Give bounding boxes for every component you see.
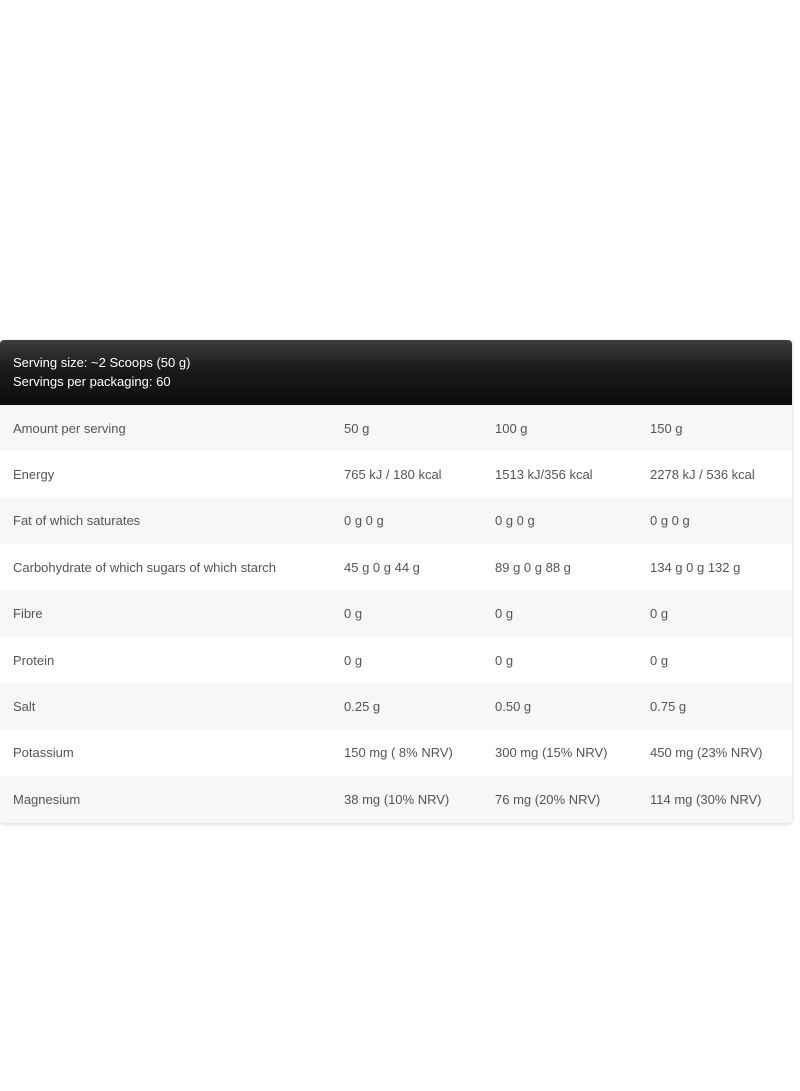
- table-row: [0, 637, 792, 683]
- value-50g: 0.25 g: [344, 699, 381, 715]
- table-row: [0, 405, 792, 451]
- value-50g: 0 g 0 g: [344, 513, 384, 529]
- value-100g: 300 mg (15% NRV): [495, 745, 608, 761]
- row-label: Energy: [13, 467, 55, 483]
- value-150g: 0.75 g: [650, 699, 687, 715]
- value-100g: 0.50 g: [495, 699, 532, 715]
- value-100g: 1513 kJ/356 kcal: [495, 467, 593, 483]
- table-row: [0, 451, 792, 497]
- value-50g: 0 g: [344, 652, 363, 668]
- row-label: Carbohydrate of which sugars of which starch: [13, 559, 277, 575]
- row-label: Potassium: [13, 745, 74, 761]
- nutrition-table: [0, 405, 792, 823]
- value-150g: 114 mg (30% NRV): [650, 791, 762, 807]
- row-label: Amount per serving: [13, 420, 126, 436]
- row-label: Fat of which saturates: [13, 513, 141, 529]
- serving-info-header: [0, 340, 792, 405]
- value-50g: 38 mg (10% NRV): [344, 791, 450, 807]
- value-50g: 765 kJ / 180 kcal: [344, 467, 442, 483]
- value-100g: 100 g: [495, 420, 528, 436]
- value-100g: 89 g 0 g 88 g: [495, 559, 571, 575]
- row-label: Protein: [13, 652, 55, 668]
- value-100g: 0 g 0 g: [495, 513, 535, 529]
- value-150g: 0 g: [650, 652, 669, 668]
- value-150g: 2278 kJ / 536 kcal: [650, 467, 755, 483]
- servings-per-packaging-text: Servings per packaging: 60: [13, 374, 171, 389]
- table-row: [0, 683, 792, 729]
- value-100g: 0 g: [495, 652, 514, 668]
- value-100g: 0 g: [495, 606, 514, 622]
- table-row: [0, 591, 792, 637]
- table-row: [0, 730, 792, 776]
- value-150g: 450 mg (23% NRV): [650, 745, 763, 761]
- row-label: Fibre: [13, 606, 43, 622]
- value-50g: 50 g: [344, 420, 370, 436]
- value-150g: 0 g: [650, 606, 669, 622]
- value-100g: 76 mg (20% NRV): [495, 791, 601, 807]
- value-50g: 0 g: [344, 606, 363, 622]
- table-row: [0, 498, 792, 544]
- value-150g: 0 g 0 g: [650, 513, 690, 529]
- value-150g: 134 g 0 g 132 g: [650, 559, 741, 575]
- value-150g: 150 g: [650, 420, 683, 436]
- row-label: Magnesium: [13, 791, 81, 807]
- value-50g: 45 g 0 g 44 g: [344, 559, 420, 575]
- serving-size-text: Serving size: ~2 Scoops (50 g): [13, 355, 191, 370]
- nutrition-facts-panel: [0, 340, 792, 823]
- table-row: [0, 544, 792, 590]
- value-50g: 150 mg ( 8% NRV): [344, 745, 453, 761]
- row-label: Salt: [13, 699, 36, 715]
- table-row: [0, 776, 792, 822]
